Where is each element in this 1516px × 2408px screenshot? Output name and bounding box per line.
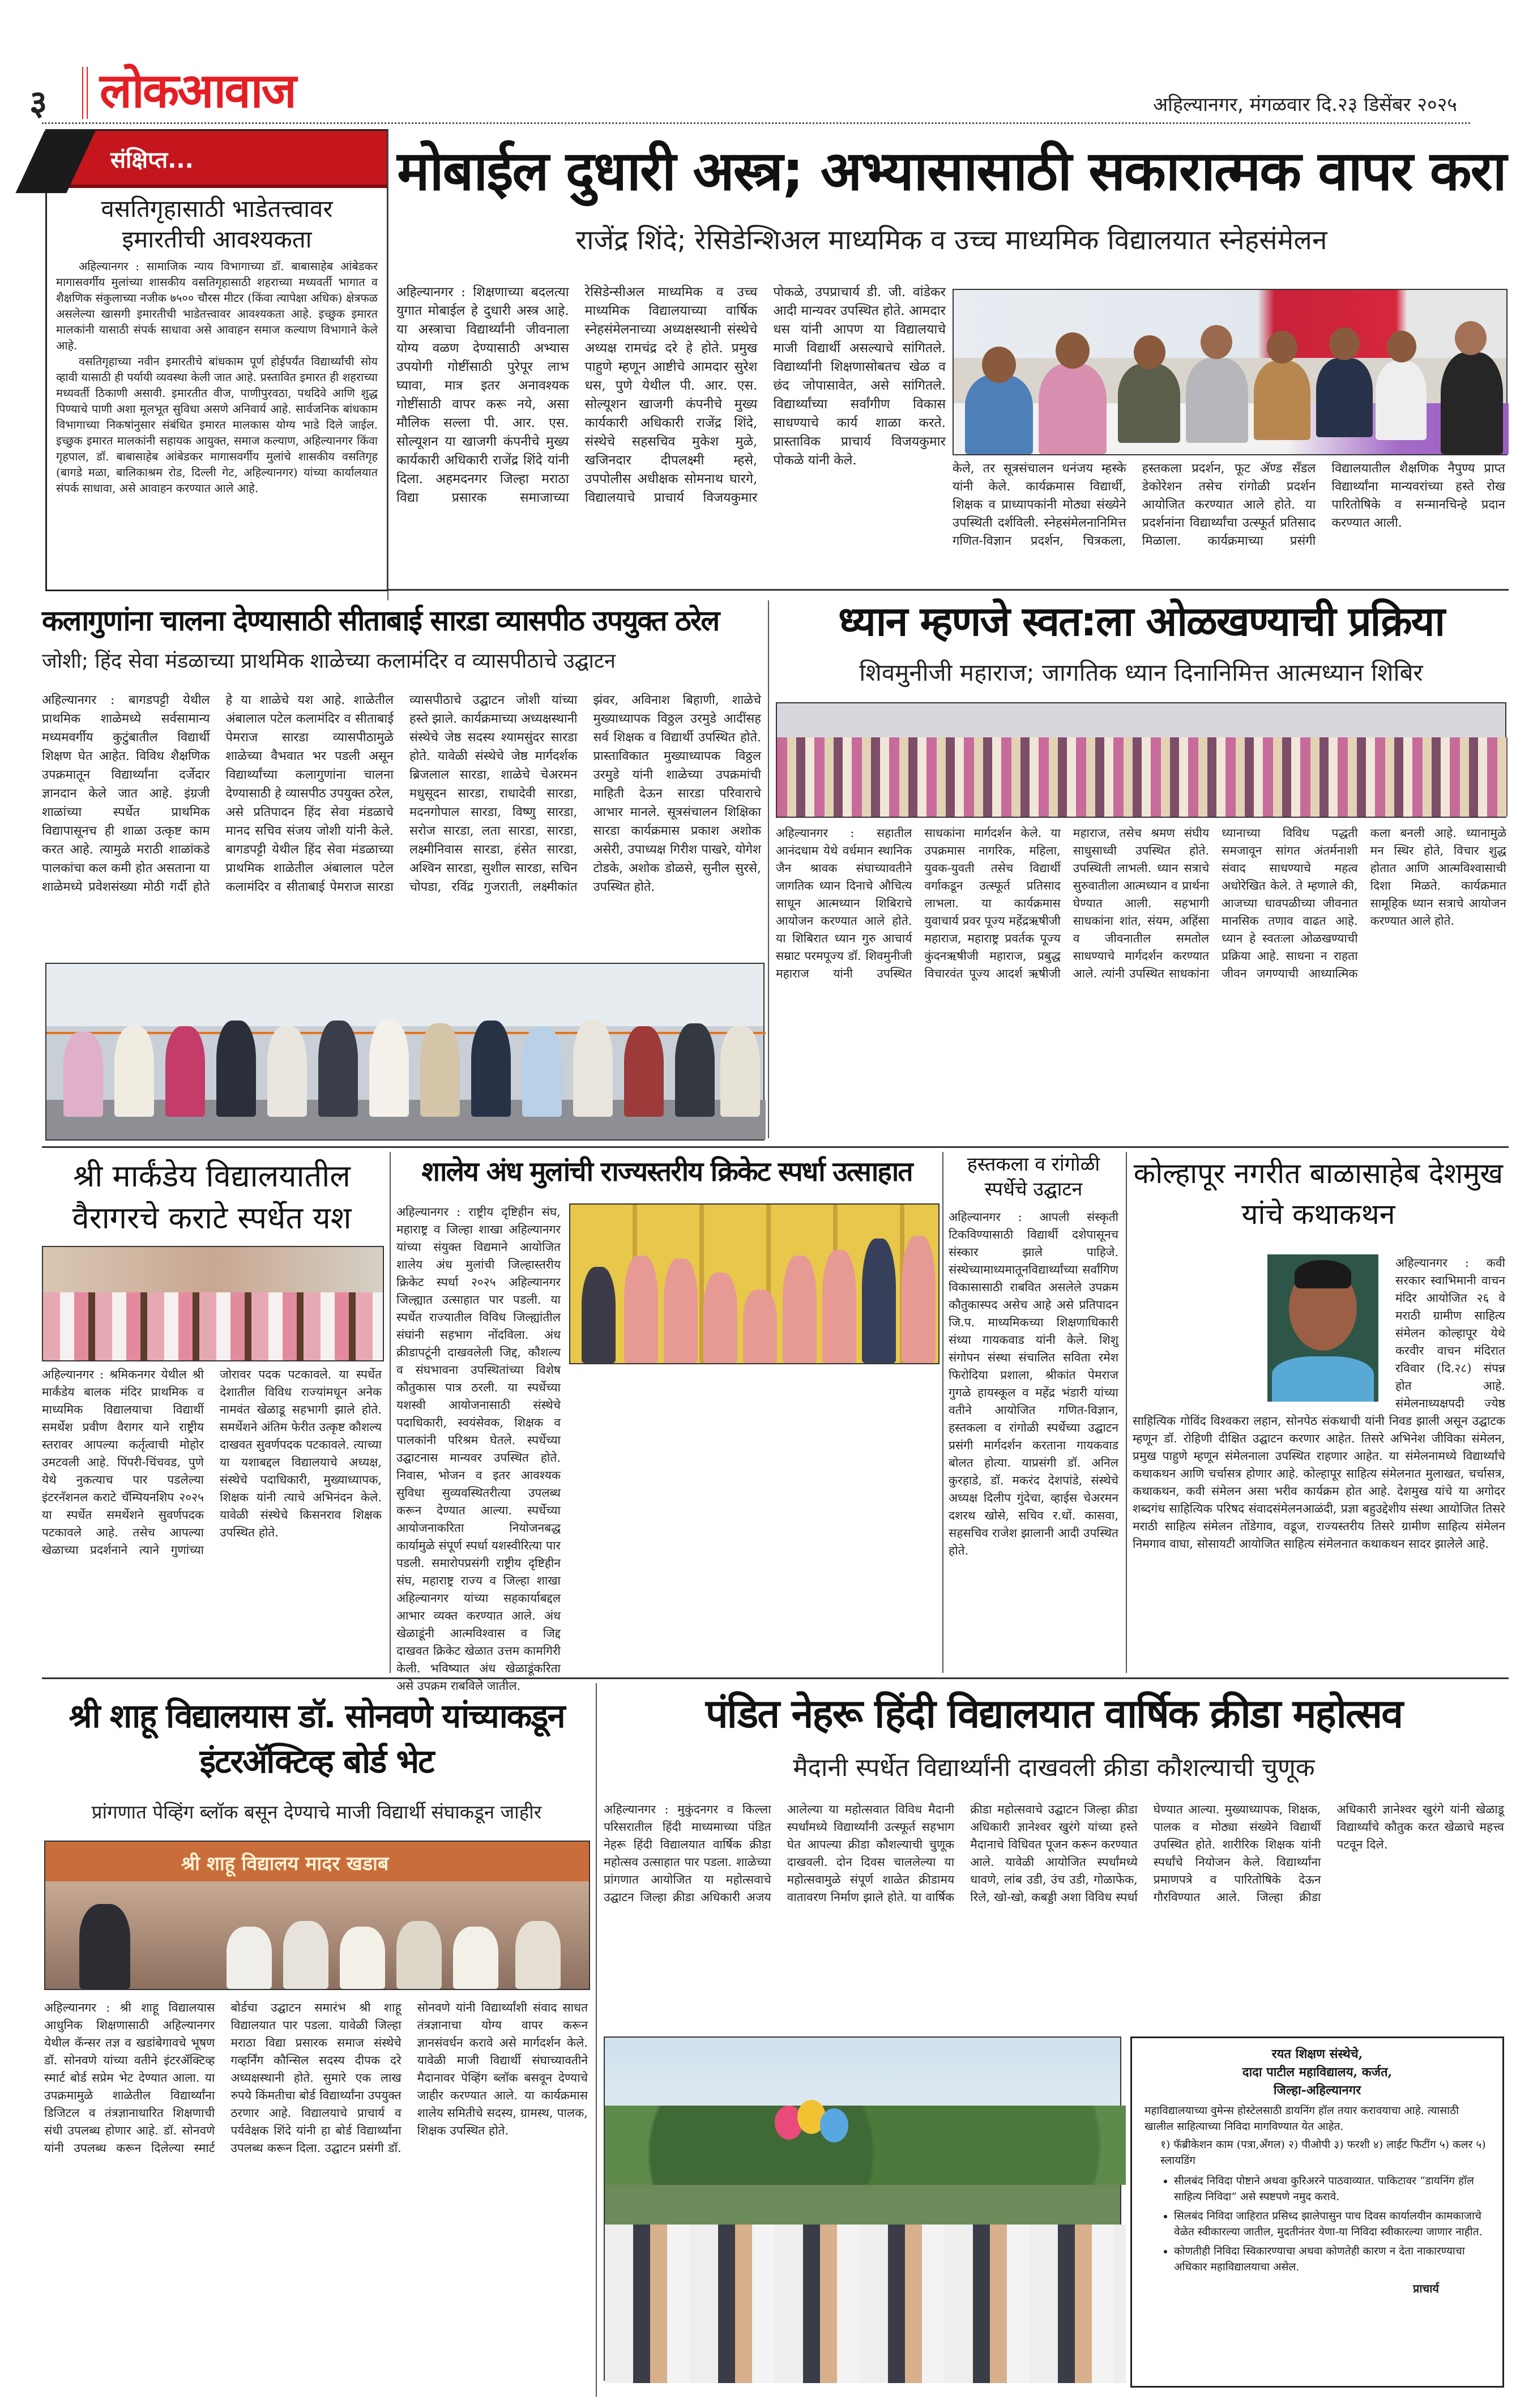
photo-person (703, 1273, 737, 1363)
section-rule (42, 1146, 1509, 1148)
story-dhyan-photo (776, 702, 1506, 818)
photo-person (965, 375, 1033, 454)
photo-backdrop (43, 1247, 383, 1292)
ad-district: जिल्हा-अहिल्यानगर (1273, 2083, 1361, 2098)
photo-banner-text: श्री शाहू विद्यालय मादर खडाब (181, 1852, 389, 1875)
story-nehru-headline: पंडित नेहरू हिंदी विद्यालयात वार्षिक क्रीडा महोत्सव (705, 1690, 1403, 1737)
story-shahu-body: अहिल्यानगर : श्री शाहू विद्यालयास आधुनिक शिक्षणासाठी अहिल्यानगर येथील कॅन्सर तज्ञ व खडांबेगावचे भूषण डॉ. सोनवणे यांच्या वतीने इंटरॲक्टिव्ह स्मार्ट बोर्ड सप्रेम भेट देण्यात आला. या उपक्रमामुळे शाळेतील विद्यार्थ्यांना डिजिटल व तंत्रज्ञानाधारित शिक्षणाची संधी उपलब्ध होणार आहे. डॉ. सोनवणे यांनी उपलब्ध करून दिलेल्या स्मार्ट बोर्डचा उद्घाटन समारंभ श्री शाहू विद्यालयात पार पडला. यावेळी जिल्हा मराठा विद्या प्रसारक समाज संस्थेचे गव्हर्निंग कौन्सिल सदस्य दीपक दरे अध्यक्षस्थानी होते. सुमारे एक लाख रुपये किंमतीचा बोर्ड विद्यार्थ्यांना उपयुक्त ठरणार आहे. विद्यालयाचे प्राचार्य व पर्यवेक्षक शिंदे यांनी हा बोर्ड विद्यार्थ्यांना उपलब्ध करून दिला. उद्घाटन प्रसंगी डॉ. सोनवणे यांनी विद्यार्थ्यांशी संवाद साधत तंत्रज्ञानाचा योग्य वापर करून ज्ञानसंवर्धन करावे असे मार्गदर्शन केले. यावेळी माजी विद्यार्थी संघाच्यावतीने मैदानावर पेव्हिंग ब्लॉक बसवून देण्याचे जाहीर करण्यात आले. या कार्यक्रमास शालेय समितीचे सदस्य, ग्रामस्थ, पालक, शिक्षक उपस्थित होते. (44, 2001, 588, 2155)
story-cricket-photo (569, 1203, 940, 1364)
column-divider (387, 130, 388, 600)
ad-bullet: • सीलबंद निविदा पोष्टाने अथवा कुरिअरने पाठवाव्यात. पाकिटावर “डायनिंग हॉल साहित्य निविदा” असे स्पष्टपणे नमुद करावे. (1174, 2173, 1490, 2205)
photo-backdrop (46, 964, 763, 1026)
column-divider (596, 1683, 597, 2397)
photo-person (624, 1256, 658, 1363)
story-mobile-subhead: राजेंद्र शिंदे; रेसिडेन्शिअल माध्यमिक व उच्च माध्यमिक विद्यालयात स्नेहसंमेलन (575, 224, 1327, 256)
portrait-gap (1266, 1254, 1390, 1407)
photo-person (1118, 364, 1180, 443)
brief-label-bar (47, 131, 387, 188)
ad-bullet: • सिलबंद निविदा जाहिरात प्रसिध्द झालेपासुन पाच दिवस कार्यालयीन कामकाजाचे वेळेत स्वीकारल्या जातील, मुदतीनंतर येणा-या निविदा स्वीकारल्या जाणार नाहीत. (1174, 2208, 1490, 2240)
column-divider (390, 1152, 391, 1673)
brief-paragraph: वसतिगृहाच्या नवीन इमारतीचे बांधकाम पूर्ण होईपर्यंत विद्यार्थ्यांची सोय व्हावी यासाठी ही पर्यायी व्यवस्था केली जात आहे. प्रस्तावित इमारत ही शहराच्या मध्यवर्ती ठिकाणी असावी. इमारतीत वीज, पाणीपुरवठा, पथदिवे आणि शुद्ध पिण्याचे पाणी अशा मूलभूत सुविधा असणे अनिवार्य आहे. सार्वजनिक बांधकाम विभागाच्या निकषांनुसार संबंधित इमारत मालकास योग्य भाडे दिले जाईल. इच्छुक इमारत मालकांनी सहायक आयुक्त, समाज कल्याण, अहिल्यानगर किंवा गृहपाल, डॉ. बाबासाहेब आंबेडकर मागासवर्गीय मुलांचे शासकीय वसतिगृह (बागडे मळा, बालिकाश्रम रोड, दिल्ली गेट, अहिल्यानगर) यांच्या कार्यालयात संपर्क साधावा, असे आवाहन करण्यात आले आहे. (56, 355, 378, 495)
photo-person (675, 1023, 715, 1117)
photo-balloon (820, 2108, 848, 2142)
story-shahu-subhead: प्रांगणात पेव्हिंग ब्लॉक बसून देण्याचे माजी विद्यार्थी संघाकडून जाहीर (91, 1801, 542, 1823)
photo-person-head (982, 347, 1016, 383)
story-mobile-body-continued: केले, तर सूत्रसंचालन धनंजय म्हस्के यांनी केले. कार्यक्रमास विद्यार्थी, शिक्षक व प्राध्यापकांनी मोठ्या संख्येने उपस्थिती दर्शविली. स्नेहसंमेलनानिमित्त गणित-विज्ञान प्रदर्शन, चित्रकला, हस्तकला प्रदर्शन, फूट अ‍ॅण्ड सँडल डेकोरेशन तसेच रांगोळी प्रदर्शन आयोजित करण्यात आले होते. या प्रदर्शनांना विद्यार्थ्यांचा उत्स्फूर्त प्रतिसाद मिळाला. कार्यक्रमाच्या प्रसंगी विद्यालयातील शैक्षणिक नैपुण्य प्राप्त विद्यार्थ्यांना मान्यवरांच्या हस्ते रोख पारितोषिके व सन्मानचिन्हे प्रदान करण्यात आली. (953, 462, 1505, 548)
photo-person (582, 1267, 616, 1363)
photo-person-head (1329, 327, 1360, 360)
ad-college: दादा पाटील महाविद्यालय, कर्जत, (1242, 2065, 1393, 2080)
masthead (0, 0, 1516, 130)
ad-bullet: • कोणतीही निविदा स्विकारण्याचा अथवा कोणतेही कारण न देता नाकारण्याचा अधिकार महाविद्यालयाचा असेल. (1174, 2243, 1490, 2275)
photo-person (1376, 361, 1427, 440)
story-dhyan-body: अहिल्यानगर : सहातील आनंदधाम येथे वर्धमान स्थानिक जैन श्रावक संघाच्यावतीने जागतिक ध्यान दिनाचे औचित्य साधून आत्मध्यान शिबिराचे आयोजन करण्यात आले होते. या शिबिरात ध्यान गुरु आचार्य सम्राट परमपूज्य डॉ. शिवमुनीजी महाराज यांनी उपस्थित साधकांना मार्गदर्शन केले. या उपक्रमास नागरिक, महिला, युवक-युवती तसेच विद्यार्थी वर्गाकडून उत्स्फूर्त प्रतिसाद लाभला. या कार्यक्रमास युवाचार्य प्रवर पूज्य महेंद्रऋषीजी महाराज, महाराष्ट्र प्रवर्तक पूज्य कुंदनऋषीजी महाराज, प्रबुद्ध विचारवंत पूज्य आदर्श ऋषीजी महाराज, तसेच श्रमण संघीय साधुसाध्वी उपस्थित होते. उपस्थिती लाभली. ध्यान सत्राचे सुरुवातीला आत्मध्यान व प्रार्थना घेण्यात आली. सहभागी साधकांना शांत, संयम, अहिंसा व जीवनातील समतोल साधण्याचे मार्गदर्शन करण्यात आले. त्यांनी उपस्थित साधकांना ध्यानाच्या विविध पद्धती समजावून सांगत अंतर्मनाशी संवाद साधण्याचे महत्व अधोरेखित केले. ते म्हणाले की, आजच्या धावपळीच्या जीवनात मानसिक तणाव वाढत आहे. ध्यान हे स्वतःला ओळखण्याची प्रक्रिया आहे. साधना न राहता जीवन जगण्याची आध्यात्मिक कला बनली आहे. ध्यानामुळे मन स्थिर होते, विचार शुद्ध होतात आणि आत्मविश्वासाची दिशा मिळते. कार्यक्रमात सामूहिक ध्यान सत्राचे आयोजन करण्यात आले होते. (776, 826, 1506, 980)
photo-person (1254, 361, 1310, 440)
brief-box (45, 129, 388, 591)
photo-person (522, 1026, 562, 1117)
ad-org: रयत शिक्षण संस्थेचे, (1271, 2047, 1363, 2061)
photo-person (63, 1032, 103, 1117)
photo-person (822, 1250, 856, 1363)
photo-person (227, 1927, 272, 1989)
photo-person (1186, 358, 1248, 443)
story-karate-headline: श्री मार्कंडेय विद्यालयातील वैरागरचे कराटे स्पर्धेत यश (72, 1158, 352, 1236)
photo-person (420, 1023, 460, 1117)
section-rule (387, 589, 1509, 591)
photo-crowd (605, 2225, 1126, 2383)
newspaper-logo: लोकआवाज (100, 63, 295, 118)
photo-person-head (1134, 335, 1165, 369)
section-rule (42, 1677, 1509, 1679)
photo-person (396, 1921, 442, 1989)
photo-group (43, 1292, 383, 1360)
dateline: अहिल्यानगर, मंगळवार दि.२३ डिसेंबर २०२५ (1153, 93, 1457, 116)
story-mobile-headline: मोबाईल दुधारी अस्त्र; अभ्यासासाठी सकारात्मक वापर करा (397, 139, 1506, 203)
story-sarda-body: अहिल्यानगर : बागडपट्टी येथील प्राथमिक शाळेमध्ये सर्वसामान्य मध्यमवर्गीय कुटुंबातील विद्यार्थी शिक्षण घेत आहेत. विविध शैक्षणिक उपक्रमातून विद्यार्थ्यांना दर्जेदार ज्ञानदान केले जात आहे. इंग्रजी शाळांच्या स्पर्धेत प्राथमिक विद्यापासूनच ही शाळा उत्कृष्ट काम करत आहे. त्यामुळे मराठी शाळांकडे पालकांचा कल कमी होत असताना या शाळेमध्ये प्रवेशसंख्या मोठी गर्दी होते हे या शाळेचे यश आहे. शाळेतील अंबालाल पटेल कलामंदिर व सीताबाई पेमराज सारडा व्यासपीठामुळे शाळेच्या वैभवात भर पडली असून विद्यार्थ्यांच्या कलागुणांना चालना देण्यासाठी हे व्यासपीठ उपयुक्त ठरेल, असे प्रतिपादन हिंद सेवा मंडळाचे मानद सचिव संजय जोशी यांनी केले. बागडपट्टी येथील हिंद सेवा मंडळाच्या प्राथमिक शाळेतील अंबालाल पटेल कलामंदिर व सीताबाई पेमराज सारडा व्यासपीठाचे उद्घाटन जोशी यांच्या हस्ते झाले. कार्यक्रमाच्या अध्यक्षस्थानी संस्थेचे जेष्ठ सदस्य श्यामसुंदर सारडा होते. यावेळी संस्थेचे जेष्ठ मार्गदर्शक ब्रिजलाल सारडा, शाळेचे चेअरमन मधुसूदन सारडा, राधादेवी सारडा, मदनगोपाल सारडा, विष्णु सारडा, सरोज सारडा, लता सारडा, सारडा, लक्ष्मीनिवास सारडा, हंसेत सारडा, अश्विन सारडा, सुशील सारडा, सचिन चोपडा, रविंद्र गुजराती, लक्ष्मीकांत झंवर, अविनाश बिहाणी, शाळेचे मुख्याध्यापक विठ्ठल उरमुडे आदींसह सर्व शिक्षक व विद्यार्थी उपस्थित होते. प्रास्ताविकात मुख्याध्यापक विठ्ठल उरमुडे यांनी शाळेच्या उपक्रमांची माहिती देऊन सारडा परिवाराचे आभार मानले. सूत्रसंचालन शिक्षिका सारडा कार्यक्रमास प्रकाश अशोक असेरी, उपाध्यक्ष गिरीश पाखरे, योगेश टोडके, अशोक डोळसे, सुनील सुरसे, उपस्थित होते. (42, 693, 761, 894)
photo-person-head (1201, 325, 1232, 359)
photo-person (862, 1239, 896, 1363)
brief-paragraph: अहिल्यानगर : सामाजिक न्याय विभागाच्या डॉ. बाबासाहेब आंबेडकर मागासवर्गीय मुलांच्या शासकीय वसतिगृहासाठी शहराच्या मध्यवर्ती भागात व शैक्षणिक संकुलाच्या नजीक ७५०० चौरस मीटर (किंवा त्यापेक्षा अधिक) क्षेत्रफळ असलेल्या खासगी इमारतीची भाडेतत्त्वावर आवश्यकता आहे. इच्छुक इमारत मालकांनी यासाठी संपर्क साधावा असे आवाहन समाज कल्याण विभागाने केले आहे. (56, 259, 378, 352)
brief-label-accent (15, 131, 95, 193)
ad-items: १) फॅब्रीकेशन काम (पत्रा,अँगल) २) पीओपी ३) फरशी ४) लाईट फिटींग ५) कलर ५) स्लायडिंग (1160, 2138, 1486, 2167)
story-dhyan-subhead: शिवमुनीजी महाराज; जागतिक ध्यान दिनानिमित्त आत्मध्यान शिबिर (859, 659, 1423, 686)
photo-trees (605, 2106, 1126, 2185)
photo-person (664, 1258, 698, 1363)
brief-headline: वसतिगृहासाठी भाडेतत्त्वावर इमारतीची आवश्यकता (101, 195, 333, 253)
story-deshmukh-headline: कोल्हापूर नगरीत बाळासाहेब देशमुख यांचे कथाकथन (1133, 1157, 1504, 1231)
story-nehru-photo (604, 2036, 1121, 2381)
photo-person (515, 1921, 561, 1989)
photo-person-head (1267, 331, 1297, 364)
story-sarda-subhead: जोशी; हिंद सेवा मंडळाच्या प्राथमिक शाळेच्या कलामंदिर व व्यासपीठाचे उद्घाटन (42, 650, 616, 673)
photo-person (453, 1927, 498, 1989)
story-karate-body: अहिल्यानगर : श्रमिकनगर येथील श्री मार्कंडेय बालक मंदिर प्राथमिक व माध्यमिक विद्यालयाचा विद्यार्थी समर्थेश प्रवीण वैरागर याने राष्ट्रीय स्तरावर आपल्या कर्तृत्वाची मोहोर उमटवली आहे. पिंपरी-चिंचवड, पुणे येथे नुकत्याच पार पडलेल्या इंटरनॅशनल कराटे चॅम्पियनशिप २०२५ या स्पर्धेत समर्थेशने सुवर्णपदक पटकावले आहे. तसेच आपल्या खेळाच्या प्रदर्शनाने त्याने गुणांच्या जोरावर पदक पटकावले. या स्पर्धेत देशातील विविध राज्यांमधून अनेक नामवंत खेळाडू सहभागी झाले होते. समर्थेशने अंतिम फेरीत उत्कृष्ट कौशल्य दाखवत सुवर्णपदक पटकावले. त्याच्या या यशाबद्दल विद्यालयाचे अध्यक्ष, संस्थेचे पदाधिकारी, मुख्याध्यापक, शिक्षक यांनी त्याचे अभिनंदन केले. यावेळी संस्थेचे किसनराव शिक्षक उपस्थित होते. (42, 1368, 382, 1557)
photo-person (267, 1026, 307, 1117)
photo-person (573, 1021, 613, 1117)
photo-person (1441, 352, 1503, 454)
photo-person (624, 1026, 664, 1117)
masthead-divider (82, 67, 88, 119)
photo-person (783, 1256, 817, 1363)
photo-person (114, 1026, 154, 1117)
masthead-rule (42, 122, 1470, 124)
story-mobile-photo (953, 289, 1508, 455)
photo-person (471, 1021, 511, 1117)
story-mobile-body: अहिल्यानगर : शिक्षणाच्या बदलत्या युगात मोबाईल हे दुधारी अस्त्र आहे. या अस्त्राचा विद्यार्थ्यांनी जीवनाला योग्य वळण देण्यासाठी अभ्यास उपयोगी गोष्टींसाठी पुरेपूर लाभ घ्यावा, मात्र इतर अनावश्यक गोष्टींसाठी वापर करू नये, असा मौलिक सल्ला पी. आर. एस. सोल्यूशन या खाजगी कंपनीचे मुख्य कार्यकारी अधिकारी राजेंद्र शिंदे यांनी दिला. अहमदनगर जिल्हा मराठा विद्या प्रसारक समाजाच्या रेसिडेन्सीअल माध्यमिक व उच्च माध्यमिक विद्यालयाच्या वार्षिक स्नेहसंमेलनाच्या अध्यक्षस्थानी संस्थेचे अध्यक्ष रामचंद्र दरे हे होते. प्रमुख पाहुणे म्हणून आष्टीचे आमदार सुरेश धस, पुणे येथील पी. आर. एस. सोल्यूशन खाजगी कंपनीचे मुख्य कार्यकारी अधिकारी राजेंद्र शिंदे, संस्थेचे सहसचिव मुकेश मुळे, खजिनदार दीपलक्ष्मी म्हसे, उपपोलीस अधीक्षक सोमनाथ घारगे, विद्यालयाचे प्राचार्य विजयकुमार पोकळे, उपप्राचार्य डी. जी. वांडेकर आदी मान्यवर उपस्थित होते. आमदार धस यांनी आपण या विद्यालयाचे माजी विद्यार्थी असल्याचे सांगितले. विद्यार्थ्यांनी शिक्षणासोबतच खेळ व छंद जोपासावेत, असे सांगितले. विद्यार्थ्यांच्या सर्वांगीण विकास साधण्याचे कार्य शाळा करते. प्रास्ताविक प्राचार्य विजयकुमार पोकळे यांनी केले. (396, 285, 946, 505)
column-divider (1126, 1152, 1127, 1673)
photo-person (902, 1236, 936, 1363)
story-nehru-subhead: मैदानी स्पर्धेत विद्यार्थ्यांनी दाखवली क्रीडा कौशल्याची चुणूक (793, 1753, 1315, 1782)
photo-person-head (1056, 332, 1090, 369)
story-deshmukh-text: अहिल्यानगर : कवी सरकार स्वाभिमानी वाचन मंदिर आयोजित २६ वे मराठी ग्रामीण साहित्य संमेलन कोल्हापूर येथे करवीर वाचन मंदिरात रविवार (दि.२८) संपन्न होत आहे. संमेलनाध्यक्षपदी ज्येष्ठ साहित्यिक गोविंद विश्वकरा लहान, सोनपेठ संकथाची यांनी निवड झाली असून उद्घाटक म्हणून डॉ. रोहिणी दीक्षित उद्घाटन करणार आहेत. तिसरे अभिनेश जीविका संमेलन, प्रमुख पाहुणे म्हणून संमेलनाला उपस्थित राहणार आहेत. या संमेलनामध्ये विद्यार्थ्यांचे कथाकथन आणि चर्चासत्र होणार आहे. कोल्हापूर साहित्य संमेलनात मुलाखत, चर्चासत्र, कथाकथन, कवी संमेलन असा भरीव कार्यक्रम होत आहे. देशमुख यांचे या अगोदर शब्दगंध साहित्यिक परिषद संवादसंमेलनआळंदी, प्रज्ञा बहुउद्देशीय संस्था आयोजित तिसरे मराठी साहित्य संमेलन तोंडेगाव, वडूज, राज्यस्तरीय तिसरे ग्रामीण साहित्य संमेलन निमगाव वाघा, सोसायटी आयोजित साहित्य संमेलनात कथाकथन सादर झालेले आहे. (1133, 1256, 1505, 1551)
photo-person (79, 1904, 130, 1989)
ad-intro: महाविद्यालयाच्या वुमेन्स होस्टेलसाठी डायनिंग हॉल तयार करावयाचा आहे. त्यासाठी खालील साहित्याच्या निविदा मागविण्यात येत आहेत. (1145, 2104, 1459, 2133)
story-dhyan-headline: ध्यान म्हणजे स्वत:ला ओळखण्याची प्रक्रिया (838, 597, 1445, 645)
column-divider (942, 1152, 943, 1673)
story-nehru-body: अहिल्यानगर : मुकुंदनगर व किल्ला परिसरातील हिंदी माध्यमाच्या पंडित नेहरू हिंदी विद्यालयात वार्षिक क्रीडा महोत्सव उत्साहात पार पडला. शाळेच्या प्रांगणात आयोजित या महोत्सवाचे उद्घाटन जिल्हा क्रीडा अधिकारी अजय आलेल्या या महोत्सवात विविध मैदानी स्पर्धांमध्ये विद्यार्थ्यांनी उत्स्फूर्त सहभाग घेत आपल्या क्रीडा कौशल्याची चुणूक दाखवली. दोन दिवस चाललेल्या या महोत्सवामुळे संपूर्ण शाळेत क्रीडामय वातावरण निर्माण झाले होते. या वार्षिक क्रीडा महोत्सवाचे उद्घाटन जिल्हा क्रीडा अधिकारी ज्ञानेश्वर खुरंगे यांच्या हस्ते मैदानाचे विधिवत पूजन करून करण्यात आले. यावेळी आयोजित स्पर्धांमध्ये धावणे, लांब उडी, उंच उडी, गोळाफेक, रिले, खो-खो, कबड्डी अशा विविध स्पर्धा घेण्यात आल्या. मुख्याध्यापक, शिक्षक, पालक व मोठ्या संख्येने विद्यार्थी उपस्थित होते. शारीरिक शिक्षक यांनी स्पर्धांचे नियोजन केले. विद्यार्थ्यांना प्रमाणपत्रे व पारितोषिके देऊन गौरविण्यात आले. जिल्हा क्रीडा अधिकारी ज्ञानेश्वर खुरंगे यांनी खेळाडू विद्यार्थ्यांचे कौतुक करत खेळाचे महत्त्व पटवून दिले. (604, 1803, 1504, 1904)
brief-label: संक्षिप्त... (110, 147, 194, 173)
photo-person (1039, 364, 1107, 454)
story-cricket-body: अहिल्यानगर : राष्ट्रीय दृष्टिहीन संघ, महाराष्ट्र व जिल्हा शाखा अहिल्यानगर यांच्या संयुक्त विद्यमाने आयोजित शालेय अंध मुलांची जिल्हास्तरीय क्रिकेट स्पर्धा २०२५ अहिल्यानगर जिल्ह्यात उत्साहात पार पडली. या स्पर्धेत राज्यातील विविध जिल्ह्यांतील संघांनी सहभाग नोंदविला. अंध क्रीडापटूंनी दाखवलेली जिद्द, कौशल्य व संघभावना उपस्थितांच्या विशेष कौतुकास पात्र ठरली. या स्पर्धेच्या यशस्वी आयोजनासाठी संस्थेचे पदाधिकारी, स्वयंसेवक, शिक्षक व पालकांनी परिश्रम घेतले. स्पर्धेच्या उद्घाटनास मान्यवर उपस्थित होते. निवास, भोजन व इतर आवश्यक सुविधा सुव्यवस्थितरीत्या उपलब्ध करून देण्यात आल्या. स्पर्धेच्या आयोजनाकरिता नियोजनबद्ध कार्यामुळे संपूर्ण स्पर्धा यशस्वीरित्या पार पडली. समारोपप्रसंगी राष्ट्रीय दृष्टिहीन संघ, महाराष्ट्र राज्य व जिल्हा शाखा अहिल्यानगर यांच्या सहकार्याबद्दल आभार व्यक्त करण्यात आले. अंध खेळाडूंनी आत्मविश्वास व जिद्द दाखवत क्रिकेट खेळात उत्तम कामगिरी केली. भविष्यात अंध खेळाडूंकरिता असे उपक्रम राबविले जातील. (396, 1205, 561, 1693)
story-shahu-photo (44, 1841, 590, 1990)
story-rangoli-headline: हस्तकला व रांगोळी स्पर्धेचे उद्घाटन (967, 1153, 1100, 1201)
story-sarda-photo (45, 963, 765, 1141)
page-number: ३ (29, 83, 48, 123)
story-deshmukh-body (1133, 1254, 1505, 1553)
photo-person (743, 1290, 777, 1363)
photo-person (165, 1026, 205, 1117)
brief-body (47, 258, 387, 496)
story-karate-photo (42, 1246, 384, 1361)
photo-person (369, 1021, 409, 1117)
ad-signature: प्राचार्य (1412, 2282, 1439, 2295)
photo-person (318, 1021, 358, 1117)
column-divider (768, 600, 769, 1138)
photo-person (216, 1021, 256, 1117)
photo-person-head (1387, 331, 1416, 362)
story-shahu-headline: श्री शाहू विद्यालयास डॉ. सोनवणे यांच्याकडून इंटरॲक्टिव्ह बोर्ड भेट (69, 1697, 565, 1781)
photo-person (283, 1921, 328, 1989)
story-cricket-headline: शालेय अंध मुलांची राज्यस्तरीय क्रिकेट स्पर्धा उत्साहात (421, 1156, 912, 1188)
ad-bullets (1145, 2173, 1490, 2275)
photo-person (1316, 358, 1373, 437)
photo-crowd (777, 737, 1508, 817)
tender-advertisement (1130, 2036, 1504, 2388)
photo-person-head (1455, 321, 1487, 355)
photo-person (720, 1026, 760, 1117)
photo-tent (777, 703, 1505, 737)
story-sarda-headline: कलागुणांना चालना देण्यासाठी सीताबाई सारडा व्यासपीठ उपयुक्त ठरेल (42, 604, 719, 637)
story-rangoli-body: अहिल्यानगर : आपली संस्कृती टिकविण्यासाठी विद्यार्थी दशेपासूनच संस्कार झाले पाहिजे. संस्थेच्यामाध्यमातूनविद्यार्थ्यांच्या सर्वांगिण विकासासाठी राबवित असलेले उपक्रम कौतुकास्पद असेच आहे असे प्रतिपादन जि.प. माध्यमिकच्या शिक्षणाधिकारी संध्या गायकवाड यांनी केले. शिशु संगोपन संस्था संचालित सविता रमेश फिरोदिया प्रशाला, श्रीकांत पेमराज गुगळे हायस्कूल व महेंद्र भंडारी यांच्या वतीने आयोजित गणित-विज्ञान, हस्तकला व रांगोळी स्पर्धेच्या उद्घाटन प्रसंगी मार्गदर्शन करताना गायकवाड बोलत होत्या. याप्रसंगी डॉ. अनिल कुरहाडे, डॉ. मकरंद देशपांडे, संस्थेचे अध्यक्ष दिलीप गुंदेचा, व्हाईस चेअरमन दशरथ खोसे, सचिव र.धों. कासवा, सहसचिव राजेश झालानी आदी उपस्थित होते. (949, 1210, 1118, 1557)
photo-person (340, 1927, 385, 1989)
